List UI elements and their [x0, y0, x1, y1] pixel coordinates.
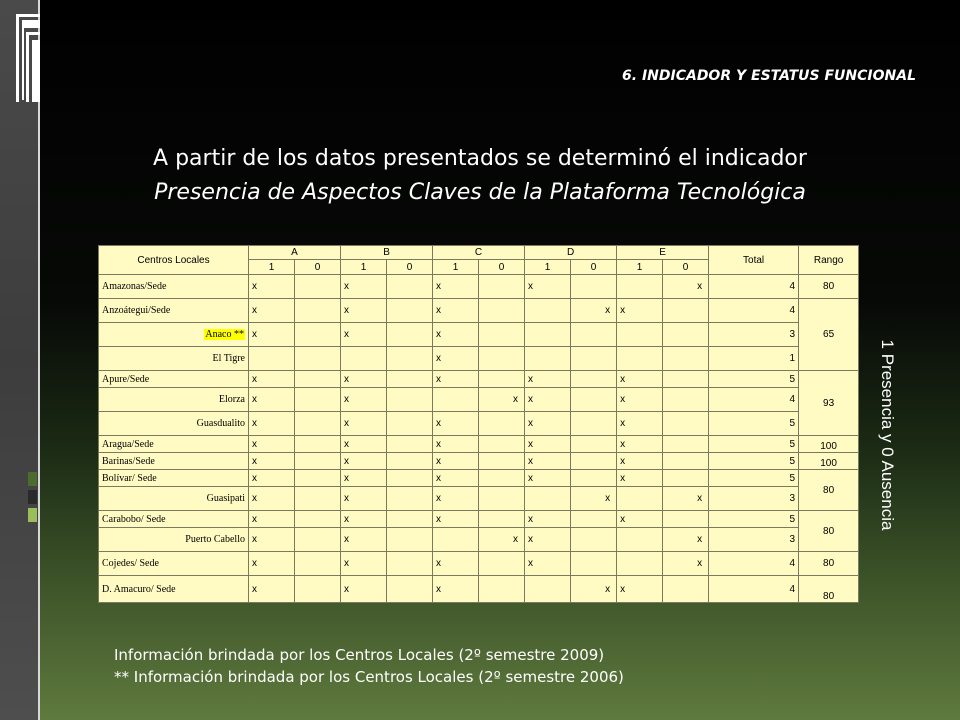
presence-cell: x — [249, 528, 295, 552]
header-total: Total — [709, 246, 799, 275]
total-cell: 5 — [709, 436, 799, 453]
presence-cell — [663, 470, 709, 487]
presence-cell: x — [433, 511, 479, 528]
presence-cell — [663, 511, 709, 528]
centro-name — [99, 388, 249, 412]
total-cell: 5 — [709, 371, 799, 388]
presence-cell — [617, 487, 663, 511]
presence-cell: x — [571, 299, 617, 323]
slide-title-line-1: A partir de los datos presentados se determinó el indicador — [153, 146, 807, 171]
presence-cell — [571, 347, 617, 371]
presence-cell — [479, 412, 525, 436]
presence-cell: x — [433, 371, 479, 388]
header-rango: Rango — [799, 246, 859, 275]
legend-text: 1 Presencia y 0 Ausencia — [878, 339, 897, 531]
centro-label: Elorza — [218, 394, 245, 405]
total-cell: 4 — [709, 552, 799, 576]
centro-label: Barinas/Sede — [102, 455, 155, 467]
centro-label: Guasipati — [206, 493, 245, 504]
presence-cell — [663, 323, 709, 347]
presence-cell: x — [663, 528, 709, 552]
footnote-2009: Información brindada por los Centros Locales (2º semestre 2009) — [114, 646, 605, 664]
presence-cell — [387, 576, 433, 603]
table-row — [99, 453, 859, 470]
table-row — [99, 323, 859, 347]
presence-cell: x — [525, 470, 571, 487]
presence-cell: x — [525, 528, 571, 552]
rango-cell: 80 — [799, 275, 859, 299]
presence-cell — [479, 453, 525, 470]
presence-cell: x — [525, 436, 571, 453]
presence-cell — [295, 552, 341, 576]
header-sub-1: 1 — [525, 260, 571, 275]
table-row — [99, 371, 859, 388]
centro-label: Anaco ** — [205, 329, 244, 340]
presence-cell: x — [525, 371, 571, 388]
centro-label: Amazonas/Sede — [102, 281, 167, 292]
rango-cell: 65 — [799, 299, 859, 371]
total-cell: 3 — [709, 323, 799, 347]
presence-cell — [571, 552, 617, 576]
header-sub-0: 0 — [571, 260, 617, 275]
header-centros: Centros Locales — [99, 246, 249, 275]
presence-cell: x — [433, 470, 479, 487]
accent-square — [28, 472, 37, 486]
rango-cell: 80 — [799, 470, 859, 511]
presence-cell — [479, 470, 525, 487]
presence-cell — [479, 552, 525, 576]
presence-cell: x — [433, 552, 479, 576]
presence-cell: x — [249, 299, 295, 323]
presence-cell — [663, 412, 709, 436]
table-row — [99, 576, 859, 603]
presence-cell — [387, 436, 433, 453]
presence-cell — [479, 487, 525, 511]
centro-label: Carabobo/ Sede — [102, 513, 166, 525]
presence-cell — [663, 453, 709, 470]
presence-cell: x — [249, 275, 295, 299]
centro-name — [99, 436, 249, 453]
presence-cell — [663, 388, 709, 412]
accent-square — [28, 490, 37, 504]
header-sub-0: 0 — [663, 260, 709, 275]
presence-cell: x — [341, 436, 387, 453]
footnote-2006: ** Información brindada por los Centros Locales (2º semestre 2006) — [114, 668, 624, 686]
centro-name — [99, 323, 249, 347]
presence-cell: x — [249, 371, 295, 388]
presence-cell — [479, 323, 525, 347]
centro-label: Puerto Cabello — [185, 534, 245, 545]
centro-name — [99, 511, 249, 528]
presence-cell: x — [433, 436, 479, 453]
presence-cell: x — [249, 576, 295, 603]
presence-cell — [571, 436, 617, 453]
presence-cell: x — [617, 453, 663, 470]
centro-label: El Tigre — [212, 353, 245, 364]
presence-cell — [617, 323, 663, 347]
header-sub-0: 0 — [479, 260, 525, 275]
header-sub-1: 1 — [433, 260, 479, 275]
table-row — [99, 511, 859, 528]
presence-cell — [295, 323, 341, 347]
presence-cell — [295, 371, 341, 388]
presence-cell: x — [249, 470, 295, 487]
presence-cell — [525, 347, 571, 371]
presence-cell: x — [249, 552, 295, 576]
presence-cell: x — [617, 470, 663, 487]
presence-cell — [295, 275, 341, 299]
presence-cell: x — [341, 511, 387, 528]
presence-cell — [387, 453, 433, 470]
centro-name — [99, 347, 249, 371]
presence-cell: x — [341, 552, 387, 576]
total-cell: 5 — [709, 412, 799, 436]
total-cell: 5 — [709, 453, 799, 470]
presence-cell — [571, 323, 617, 347]
presence-cell — [387, 552, 433, 576]
presence-cell: x — [525, 388, 571, 412]
centro-label: Apure/Sede — [102, 373, 150, 385]
presence-cell — [663, 347, 709, 371]
presence-cell: x — [433, 347, 479, 371]
presence-cell: x — [617, 576, 663, 603]
table-row — [99, 552, 859, 576]
presence-cell — [663, 436, 709, 453]
presence-cell — [663, 299, 709, 323]
slide-title-line-2: Presencia de Aspectos Claves de la Plataforma Tecnológica — [154, 180, 806, 205]
presence-cell: x — [433, 299, 479, 323]
table-body — [99, 275, 859, 603]
total-cell: 5 — [709, 470, 799, 487]
presence-cell: x — [433, 412, 479, 436]
centro-name — [99, 528, 249, 552]
window-grid-icon — [12, 10, 42, 106]
presence-cell: x — [617, 299, 663, 323]
table-row — [99, 528, 859, 552]
total-cell: 4 — [709, 388, 799, 412]
presence-cell — [295, 388, 341, 412]
presence-cell: x — [525, 511, 571, 528]
table-row — [99, 299, 859, 323]
presence-cell — [387, 528, 433, 552]
presence-cell — [295, 347, 341, 371]
presence-cell — [525, 487, 571, 511]
presence-cell — [387, 487, 433, 511]
centro-name — [99, 371, 249, 388]
rango-cell: 80 — [799, 576, 859, 603]
presence-cell — [479, 275, 525, 299]
presence-cell — [663, 576, 709, 603]
table-row — [99, 487, 859, 511]
presence-cell: x — [341, 412, 387, 436]
presence-cell: x — [663, 275, 709, 299]
presence-cell: x — [617, 511, 663, 528]
presence-cell — [249, 347, 295, 371]
presence-cell — [295, 487, 341, 511]
presence-cell — [571, 511, 617, 528]
presence-cell: x — [433, 323, 479, 347]
presence-cell — [571, 412, 617, 436]
presence-cell — [433, 388, 479, 412]
presence-cell: x — [663, 487, 709, 511]
centro-label: Guasdualito — [196, 418, 245, 429]
presence-cell: x — [433, 487, 479, 511]
slide-heading: 6. INDICADOR Y ESTATUS FUNCIONAL — [622, 68, 916, 84]
centro-name — [99, 576, 249, 603]
centro-name — [99, 412, 249, 436]
presence-cell — [387, 388, 433, 412]
presence-cell: x — [663, 552, 709, 576]
indicator-table — [98, 245, 859, 603]
rango-cell: 93 — [799, 371, 859, 436]
presence-cell — [295, 412, 341, 436]
presence-cell: x — [341, 576, 387, 603]
presence-cell: x — [617, 436, 663, 453]
presence-cell — [617, 347, 663, 371]
presence-cell: x — [433, 453, 479, 470]
presence-cell — [295, 576, 341, 603]
legend-side-label — [874, 302, 900, 568]
presence-cell: x — [249, 388, 295, 412]
header-group-a: A — [249, 246, 341, 260]
presence-cell — [387, 412, 433, 436]
header-sub-0: 0 — [387, 260, 433, 275]
presence-cell: x — [525, 453, 571, 470]
presence-cell — [479, 576, 525, 603]
presence-cell — [387, 275, 433, 299]
table-row — [99, 347, 859, 371]
presence-cell — [295, 528, 341, 552]
presence-cell — [295, 436, 341, 453]
table-row — [99, 275, 859, 299]
header-sub-1: 1 — [341, 260, 387, 275]
presence-cell — [387, 299, 433, 323]
presence-cell: x — [525, 275, 571, 299]
centro-name — [99, 299, 249, 323]
presence-cell: x — [525, 552, 571, 576]
presence-cell: x — [341, 371, 387, 388]
presence-cell: x — [341, 323, 387, 347]
presence-cell — [571, 453, 617, 470]
presence-cell: x — [249, 511, 295, 528]
presence-cell: x — [341, 388, 387, 412]
presence-cell: x — [249, 412, 295, 436]
presence-cell — [295, 470, 341, 487]
presence-cell — [387, 347, 433, 371]
centro-name — [99, 453, 249, 470]
presence-cell — [479, 371, 525, 388]
presence-cell — [295, 511, 341, 528]
presence-cell: x — [341, 528, 387, 552]
presence-cell — [571, 275, 617, 299]
presence-cell: x — [249, 436, 295, 453]
rango-cell: 100 — [799, 436, 859, 453]
presence-cell: x — [433, 576, 479, 603]
presence-cell — [571, 388, 617, 412]
presence-cell — [571, 470, 617, 487]
presence-cell: x — [617, 412, 663, 436]
total-cell: 5 — [709, 511, 799, 528]
presence-cell: x — [341, 275, 387, 299]
accent-square — [28, 508, 37, 522]
table-row — [99, 436, 859, 453]
presence-cell: x — [479, 388, 525, 412]
presence-cell — [571, 528, 617, 552]
centro-name — [99, 470, 249, 487]
presence-cell — [479, 511, 525, 528]
presence-cell: x — [249, 323, 295, 347]
presence-cell — [663, 371, 709, 388]
presence-cell: x — [341, 487, 387, 511]
presence-cell — [479, 299, 525, 323]
presence-cell — [341, 347, 387, 371]
presence-cell: x — [571, 576, 617, 603]
presence-cell — [571, 371, 617, 388]
centro-label: D. Amacuro/ Sede — [102, 583, 176, 595]
presence-cell — [479, 436, 525, 453]
centro-name — [99, 552, 249, 576]
presence-cell: x — [341, 470, 387, 487]
centro-label: Anzoátegui/Sede — [102, 305, 171, 316]
presence-cell — [617, 552, 663, 576]
presence-cell: x — [249, 453, 295, 470]
rango-cell: 100 — [799, 453, 859, 470]
presence-cell: x — [341, 453, 387, 470]
left-decorative-bar — [0, 0, 38, 720]
presence-cell — [617, 528, 663, 552]
presence-cell — [617, 275, 663, 299]
header-sub-1: 1 — [249, 260, 295, 275]
centro-label: Bolívar/ Sede — [102, 472, 157, 484]
header-group-c: C — [433, 246, 525, 260]
table-row — [99, 388, 859, 412]
presence-cell: x — [617, 388, 663, 412]
presence-cell — [525, 323, 571, 347]
header-group-b: B — [341, 246, 433, 260]
presence-cell — [525, 299, 571, 323]
presence-cell — [525, 576, 571, 603]
presence-cell — [295, 453, 341, 470]
table-row — [99, 470, 859, 487]
header-sub-1: 1 — [617, 260, 663, 275]
total-cell: 1 — [709, 347, 799, 371]
presence-cell — [479, 347, 525, 371]
table-row — [99, 412, 859, 436]
rango-cell: 80 — [799, 552, 859, 576]
presence-cell: x — [433, 275, 479, 299]
presence-cell — [295, 299, 341, 323]
header-group-d: D — [525, 246, 617, 260]
presence-cell: x — [617, 371, 663, 388]
presence-cell — [387, 371, 433, 388]
centro-label: Cojedes/ Sede — [102, 558, 159, 569]
presence-cell — [387, 511, 433, 528]
header-sub-0: 0 — [295, 260, 341, 275]
presence-cell: x — [249, 487, 295, 511]
presence-cell — [387, 470, 433, 487]
total-cell: 4 — [709, 576, 799, 603]
presence-cell: x — [525, 412, 571, 436]
total-cell: 3 — [709, 487, 799, 511]
presence-cell: x — [479, 528, 525, 552]
centro-label: Aragua/Sede — [102, 438, 154, 450]
presence-cell: x — [341, 299, 387, 323]
total-cell: 3 — [709, 528, 799, 552]
presence-cell — [387, 323, 433, 347]
total-cell: 4 — [709, 275, 799, 299]
presence-cell: x — [571, 487, 617, 511]
centro-name — [99, 487, 249, 511]
total-cell: 4 — [709, 299, 799, 323]
centro-name — [99, 275, 249, 299]
presence-cell — [433, 528, 479, 552]
rango-cell: 80 — [799, 511, 859, 552]
left-bar-edge — [38, 0, 40, 720]
header-group-e: E — [617, 246, 709, 260]
